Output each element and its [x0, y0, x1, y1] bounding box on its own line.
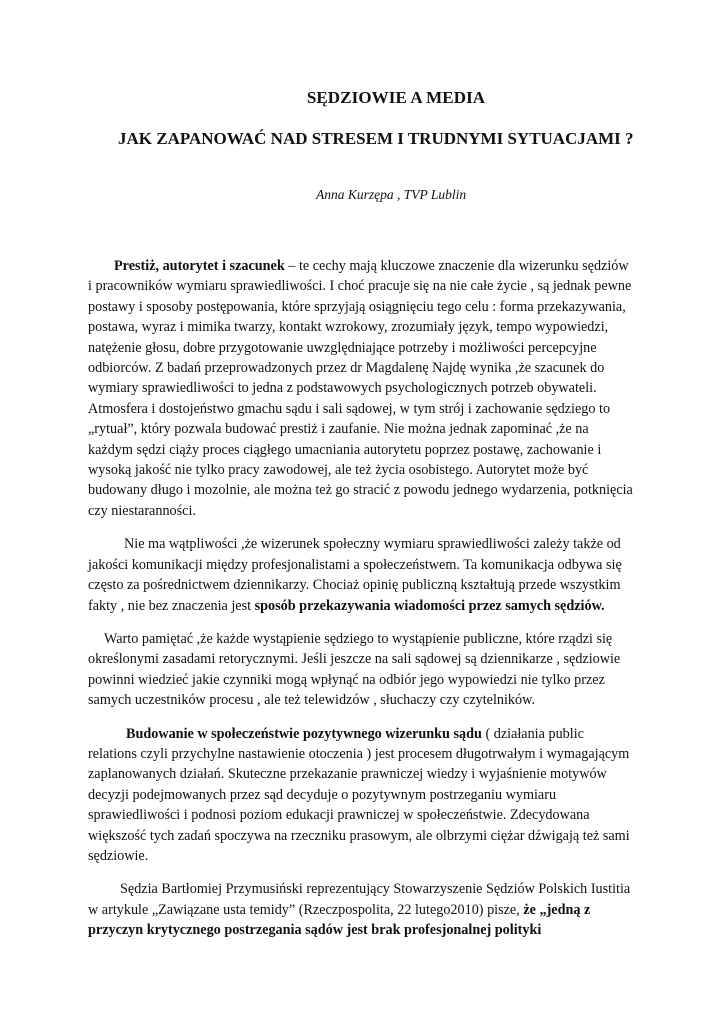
paragraph-3-text: Warto pamiętać ,że każde wystąpienie sędziego to wystąpienie publiczne, które rządzi się określonymi zasadami retorycznymi. Jeśli jeszcze na sali sądowej są dziennikarze , sędziowie powinni wiedzieć jakie czynniki mogą wpłynąć na odbiór jego wypowiedzi nie tylko przez samych uczestników procesu , ale też telewidzów , słuchaczy czy czytelników. [88, 630, 621, 709]
document-author: Anna Kurzępa , TVP Lublin [316, 187, 467, 202]
paragraph-2 [88, 534, 636, 616]
paragraph-5 [88, 879, 636, 940]
paragraph-1 [88, 256, 636, 521]
document-subtitle: JAK ZAPANOWAĆ NAD STRESEM I TRUDNYMI SYTUACJAMI ? [118, 129, 634, 148]
document-body [88, 256, 636, 954]
paragraph-5-text: Sędzia Bartłomiej Przymusiński reprezentujący Stowarzyszenie Sędziów Polskich Iustitia w artykule „Zawiązane usta temidy” (Rzeczpospolita, 22 lutego2010) pisze, [88, 881, 631, 918]
paragraph-4-text: ( działania public relations czyli przychylne nastawienie otoczenia ) jest procesem długotrwałym i wymagającym zaplanowanych działań. Skuteczne przekazanie prawniczej wiedzy i wyjaśnienie motywów decyzji podejmowanych przez sąd decyduje o pozytywnym postrzeganiu wymiaru sprawiedliwości i podnosi poziom edukacji prawniczej w społeczeństwie. Zdecydowana większość tych zadań spoczywa na rzeczniku prasowym, ale olbrzymi ciężar dźwigają też sami sędziowie. [88, 725, 630, 864]
paragraph-5-bold: że „jedną z przyczyn krytycznego postrzegania sądów jest brak profesjonalnej polityki [88, 901, 591, 939]
paragraph-4-bold: Budowanie w społeczeństwie pozytywnego wizerunku sądu [126, 725, 482, 742]
paragraph-2-bold: sposób przekazywania wiadomości przez samych sędziów. [254, 597, 605, 614]
paragraph-1-text: – te cechy mają kluczowe znaczenie dla wizerunku sędziów i pracowników wymiaru sprawiedliwości. I choć pracuje się na nie całe życie , są jednak pewne postawy i sposoby postępowania, które sprzyjają osiągnięciu tego celu : forma przekazywania, postawa, wyraz i mimika twarzy, kontakt wzrokowy, zrozumiały język, tempo wypowiedzi, natężenie głosu, dobre przygotowanie uwzględniające potrzeby i możliwości percepcyjne odbiorców. Z badań przeprowadzonych przez dr Magdalenę Najdę wynika ,że szacunek do wymiary sprawiedliwości to jedna z podstawowych psychologicznych potrzeb obywateli. Atmosfera i dostojeństwo gmachu sądu i sali sądowej, w tym strój i zachowanie sędziego to „rytuał”, który pozwala budować prestiż i zaufanie. Nie można jednak zapominać ,że na każdym sędzi ciąży proces ciągłego umacniania autorytetu poprzez postawę, zachowanie i wysoką jakość nie tylko pracy zawodowej, ale też życia osobistego. Autorytet może być budowany długo i mozolnie, ale można też go stracić z powodu jednego wydarzenia, potknięcia czy niestaranności. [88, 258, 633, 519]
paragraph-3 [88, 629, 636, 711]
paragraph-4 [88, 724, 636, 867]
paragraph-1-bold: Prestiż, autorytet i szacunek [114, 258, 285, 274]
paragraph-2-text: Nie ma wątpliwości ,że wizerunek społeczny wymiaru sprawiedliwości zależy także od jakości komunikacji między profesjonalistami a społeczeństwem. Ta komunikacja odbywa się często za pośrednictwem dziennikarzy. Chociaż opinię publiczną kształtują przede wszystkim fakty , nie bez znaczenia jest [88, 536, 622, 614]
document-title: SĘDZIOWIE A MEDIA [306, 88, 486, 107]
